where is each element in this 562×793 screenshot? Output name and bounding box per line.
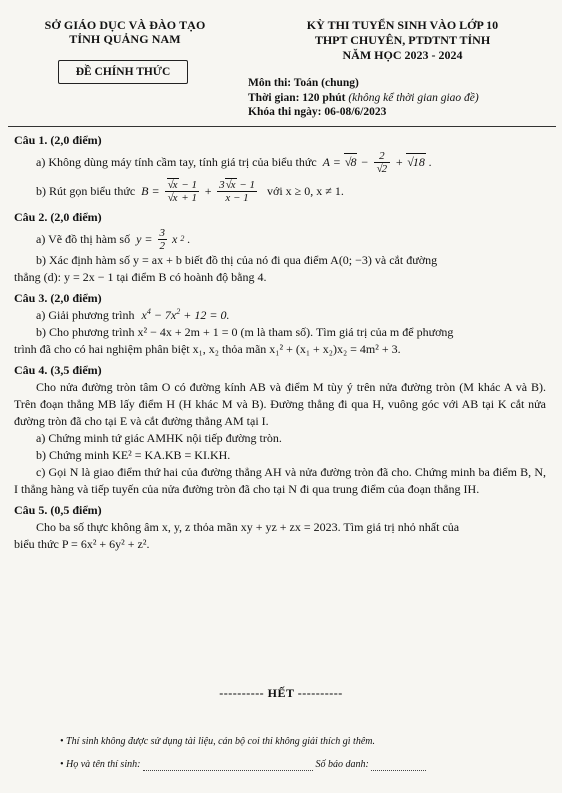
exam-year: NĂM HỌC 2023 - 2024 — [342, 48, 463, 62]
question-4b: b) Chứng minh KE² = KA.KB = KI.KH. — [36, 448, 231, 462]
official-stamp: ĐỀ CHÍNH THỨC — [58, 60, 188, 84]
candidate-name-blank — [143, 761, 313, 771]
exam-time-row — [248, 91, 479, 106]
question-5-title: Câu 5. (0,5 điểm) — [14, 503, 102, 517]
question-2b-line2: thẳng (d): y = 2x − 1 tại điểm B có hoành độ bằng 4. — [14, 270, 267, 284]
footer-note: • Thí sinh không được sử dụng tài liệu, cán bộ coi thi không giải thích gì thêm. — [60, 736, 375, 747]
question-3b-line1: b) Cho phương trình x² − 4x + 2m + 1 = 0 (m là tham số). Tìm giá trị của m để phương — [36, 325, 454, 339]
exam-subject: Môn thi: Toán (chung) — [248, 77, 359, 89]
equation-3a: $x^4 - 7x^2 + 12 = 0$. — [141, 307, 230, 322]
question-1a-text: a) Không dùng máy tính cầm tay, tính giá trị của biểu thức — [36, 154, 317, 169]
candidate-id-blank — [371, 761, 426, 771]
issuer-department: SỞ GIÁO DỤC VÀ ĐÀO TẠO — [44, 18, 206, 32]
question-5-line1: Cho ba số thực không âm x, y, z thỏa mãn xy + yz + zx = 2023. Tìm giá trị nhỏ nhất của — [36, 520, 460, 534]
question-2-title: Câu 2. (2,0 điểm) — [14, 210, 102, 224]
question-3-title: Câu 3. (2,0 điểm) — [14, 291, 102, 305]
expression-B: B = √ x − 1 √ x + 1 + $\frac{3√ x - 1}{x - 1}$ — [141, 179, 259, 204]
candidate-name-label: • Họ và tên thí sinh: — [60, 759, 141, 770]
function-graph-expression: y = $\frac{3}{2}$ x 2 . — [136, 226, 191, 252]
expression-A: A = √ 8 − 2 √ 2 + √ 18 . — [323, 150, 432, 175]
footer-candidate-row — [60, 758, 520, 771]
exam-time-note: (không kể thời gian giao đề) — [348, 91, 479, 104]
question-4-intro: Cho nửa đường tròn tâm O có đường kính AB và điểm M tùy ý trên nửa đường tròn (M khác A và B). Trên đoạn thẳng MB lấy điểm H (H khác M và B). Đường thẳng đi qua H, vuông góc với AB tại K cắt nửa đường tròn đã cho tại E và cắt đường thẳng AM tại I. — [14, 380, 546, 428]
question-2a-text: a) Vẽ đồ thị hàm số — [36, 231, 131, 246]
exam-time: Thời gian: 120 phút — [248, 91, 346, 104]
question-1b-text: b) Rút gọn biểu thức — [36, 183, 136, 198]
question-2a — [14, 226, 546, 252]
exam-info — [248, 76, 479, 120]
question-1a — [14, 149, 546, 175]
question-4a: a) Chứng minh tứ giác AMHK nội tiếp đường tròn. — [36, 431, 282, 445]
question-5-line2: biểu thức P = 6x² + 6y² + z². — [14, 537, 150, 551]
question-1b — [14, 175, 546, 207]
header-divider — [8, 126, 556, 127]
exam-title: KỲ THI TUYỂN SINH VÀO LỚP 10 — [306, 18, 499, 32]
question-2b-line1: b) Xác định hàm số y = ax + b biết đồ thị của nó đi qua điểm A(0; −3) và cắt đường — [36, 253, 438, 267]
question-1b-condition: với x ≥ 0, x ≠ 1. — [266, 183, 344, 198]
issuer-block — [30, 18, 220, 46]
question-3b-line2: trình đã cho có hai nghiệm phân biệt x₁, x₂ thỏa mãn x₁² + (x₁ + x₂)x₂ = 4m² + 3. — [14, 342, 401, 356]
question-3a — [14, 307, 546, 324]
end-mark: ---------- HẾT ---------- — [219, 686, 343, 700]
exam-title-block — [270, 18, 535, 63]
exam-school: THPT CHUYÊN, PTDTNT TỈNH — [314, 33, 491, 47]
issuer-province: TỈNH QUẢNG NAM — [69, 32, 181, 46]
question-4c: c) Gọi N là giao điểm thứ hai của đường thẳng AH và nửa đường tròn đã cho. Chứng minh ba điểm B, N, I thẳng hàng và tiếp tuyến của nửa đường tròn đã cho tại N đi qua trung điểm của đoạn thẳng IH. — [14, 465, 546, 496]
exam-body — [14, 130, 546, 553]
question-1-title: Câu 1. (2,0 điểm) — [14, 133, 102, 147]
exam-date: Khóa thi ngày: 06-08/6/2023 — [248, 106, 387, 118]
question-3a-text: a) Giải phương trình — [36, 308, 135, 322]
candidate-id-label: Số báo danh: — [315, 759, 369, 770]
question-4-title: Câu 4. (3,5 điểm) — [14, 363, 102, 377]
